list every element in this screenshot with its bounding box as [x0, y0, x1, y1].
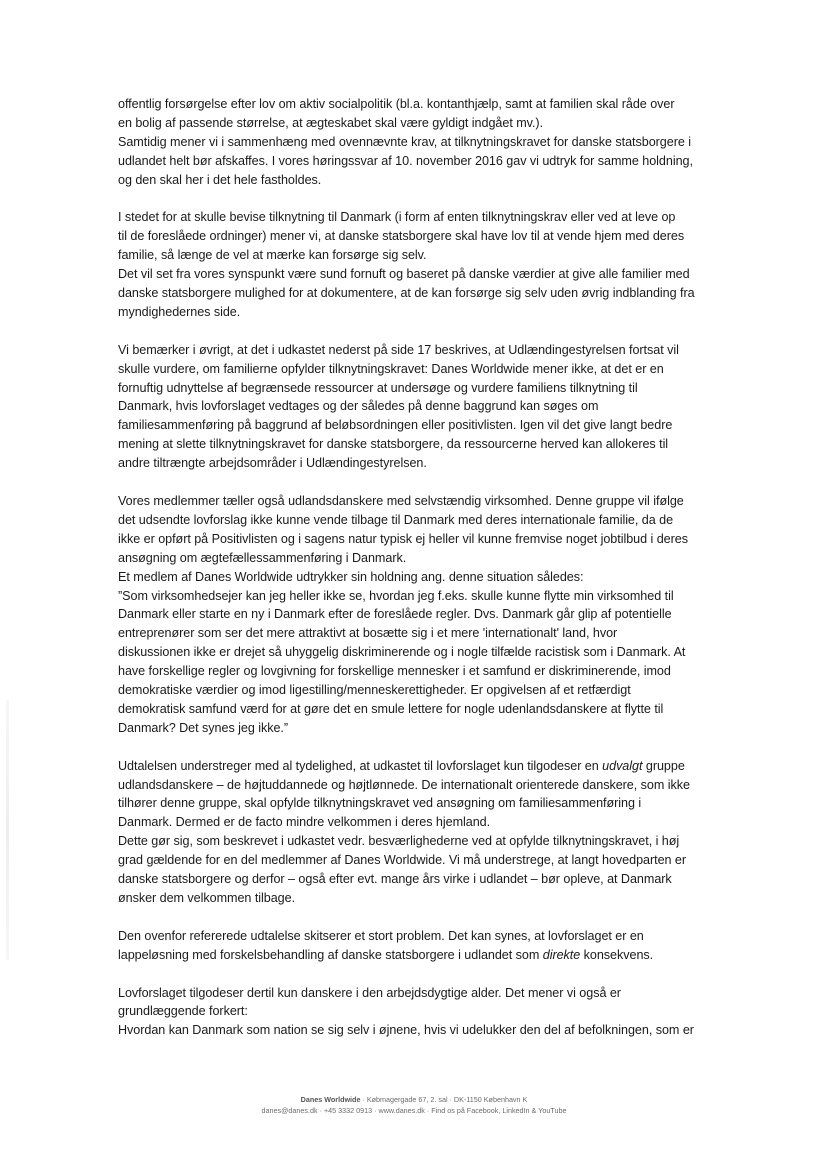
- text-line: ønsker dem velkommen tilbage.: [118, 891, 296, 905]
- text-line: Det vil set fra vores synspunkt være sund fornuft og baseret på danske værdier at give alle familier med: [118, 267, 690, 282]
- text-line: Den ovenfor refererede udtalelse skitserer et stort problem. Det kan synes, at lovforslaget er en: [118, 928, 644, 943]
- text-line: Dette gør sig, som beskrevet i udkastet vedr. besværlighederne ved at opfylde tilknytningskravet, i høj: [118, 834, 680, 849]
- paragraph-7: [118, 984, 718, 1041]
- quote-line: Danmark? Det synes jeg ikke.”: [118, 720, 289, 735]
- quote-line: diskussionen ikke er drejet så uhyggelig diskriminerende og i nogle tilfælde racistisk som i Danmark. At: [118, 645, 686, 660]
- paragraph-3: [118, 341, 718, 473]
- footer-contact-line: danes@danes.dk · +45 3332 0913 · www.danes.dk · Find os på Facebook, LinkedIn & YouTube: [261, 1106, 567, 1115]
- quote-line: entreprenører som ser det mere attraktivt at bosætte sig i et mere 'internationalt' land, hvor: [118, 626, 618, 641]
- text-line: danske statsborgere og derfor – også efter evt. mange års virke i udlandet – bør opleve, at Danmark: [118, 872, 672, 887]
- text-line: familiesammenføring på baggrund af beløbsordningen eller positivlisten. Igen vil det give langt bedre: [118, 418, 673, 433]
- text-line: myndighedernes side.: [118, 304, 241, 319]
- text-line: grad gældende for en del medlemmer af Danes Worldwide. Vi må understrege, at langt hovedparten er: [118, 853, 687, 868]
- text-line: lappeløsning med forskelsbehandling af danske statsborgere i udlandet som direkte konsekvens.: [118, 947, 654, 962]
- text-line: Danmark, hvis lovforslaget vedtages og der således på denne baggrund kan søges om: [118, 399, 599, 414]
- paragraph-4: [118, 492, 718, 738]
- text-line: mening at slette tilknytningskravet for danske statsborgere, da ressourcerne herved kan allokeres til: [118, 437, 669, 452]
- paragraph-2: [118, 208, 718, 321]
- quote-line: have forskellige regler og lovgivning for forskellige mennesker i et samfund er diskriminerende, imod: [118, 664, 671, 679]
- paragraph-6: [118, 927, 718, 965]
- text-line: det udsendte lovforslag ikke kunne vende tilbage til Danmark med deres internationale familie, da de: [118, 512, 674, 527]
- quote-line: demokratiske værdier og imod ligestilling/menneskerettigheder. Er opgivelsen af et retfærdigt: [118, 683, 631, 698]
- text-line: Et medlem af Danes Worldwide udtrykker sin holdning ang. denne situation således:: [118, 569, 584, 584]
- text-line: Vores medlemmer tæller også udlandsdanskere med selvstændig virksomhed. Denne gruppe vil ifølge: [118, 493, 684, 508]
- text-line: og den skal her i det hele fastholdes.: [118, 172, 322, 187]
- text-line: en bolig af passende størrelse, at ægteskabet skal være gyldigt indgået mv.).: [118, 115, 544, 130]
- document-body: [118, 95, 718, 1059]
- text-line: Vi bemærker i øvrigt, at det i udkastet nederst på side 17 beskrives, at Udlændingestyrelsen fortsat vil: [118, 342, 679, 357]
- text-line: offentlig forsørgelse efter lov om aktiv socialpolitik (bl.a. kontanthjælp, samt at familien skal råde over: [118, 97, 675, 111]
- text-line: familie, så længe de vel at mærke kan forsørge sig selv.: [118, 248, 427, 263]
- text-line: fornuftig udnyttelse af begrænsede ressourcer at undersøge og vurdere familiens tilknytning til: [118, 380, 638, 395]
- text-line: udlandsdanskere – de højtuddannede og højtlønnede. De internationalt orienterede danskere, som ikke: [118, 777, 690, 792]
- text-line: ikke er opført på Positivlisten og i sagens natur typisk ej heller vil kunne fremvise noget jobtilbud i deres: [118, 531, 688, 546]
- quote-line: ”Som virksomhedsejer kan jeg heller ikke se, hvordan jeg f.eks. skulle kunne flytte min virksomhed til: [118, 588, 674, 603]
- emphasis-word: direkte: [542, 947, 581, 962]
- text-line: andre tiltrængte arbejdsområder i Udlændingestyrelsen.: [118, 456, 427, 471]
- footer-address: · Købmagergade 67, 2. sal · DK-1150 København K: [360, 1095, 528, 1104]
- text-line: Samtidig mener vi i sammenhæng med ovennævnte krav, at tilknytningskravet for danske statsborgere i: [118, 134, 691, 149]
- text-line: tilhører denne gruppe, skal opfylde tilknytningskravet ved ansøgning om familiesammenføring i: [118, 796, 642, 811]
- page-footer: [0, 1094, 828, 1116]
- footer-org-name: Danes Worldwide: [300, 1095, 361, 1104]
- quote-line: demokratisk samfund værd for at gøre det en smule lettere for nogle udenlandsdanskere at flytte til: [118, 701, 664, 716]
- text-line: Danmark. Dermed er de facto mindre velkommen i deres hjemland.: [118, 815, 491, 830]
- paragraph-5: [118, 757, 718, 908]
- footer-address-line: [0, 1094, 828, 1105]
- text-line: danske statsborgere mulighed for at dokumentere, at de kan forsørge sig selv uden øvrig indblanding fra: [118, 286, 695, 301]
- text-line: grundlæggende forkert:: [118, 1004, 248, 1019]
- paragraph-1: [118, 95, 718, 190]
- quote-line: Danmark eller starte en ny i Danmark efter de foreslåede regler. Dvs. Danmark går glip af potentielle: [118, 607, 672, 622]
- text-line: I stedet for at skulle bevise tilknytning til Danmark (i form af enten tilknytningskrav eller ved at leve op: [118, 210, 676, 225]
- text-line: skulle vurdere, om familierne opfylder tilknytningskravet: Danes Worldwide mener ikke, at det er en: [118, 361, 664, 376]
- scan-edge-shadow: [6, 700, 9, 960]
- text-line: Udtalelsen understreger med al tydelighed, at udkastet til lovforslaget kun tilgodeser en udvalgt gruppe: [118, 758, 685, 773]
- text-line: Lovforslaget tilgodeser dertil kun danskere i den arbejdsdygtige alder. Det mener vi også er: [118, 985, 621, 1000]
- text-line: udlandet helt bør afskaffes. I vores høringssvar af 10. november 2016 gav vi udtryk for samme holdning,: [118, 153, 693, 168]
- text-line: ansøgning om ægtefællessammenføring i Danmark.: [118, 550, 407, 565]
- emphasis-word: udvalgt: [602, 758, 643, 773]
- text-line: til de foreslåede ordninger) mener vi, at danske statsborgere skal have lov til at vende hjem med deres: [118, 229, 685, 244]
- text-line: Hvordan kan Danmark som nation se sig selv i øjnene, hvis vi udelukker den del af befolkningen, som er: [118, 1023, 694, 1038]
